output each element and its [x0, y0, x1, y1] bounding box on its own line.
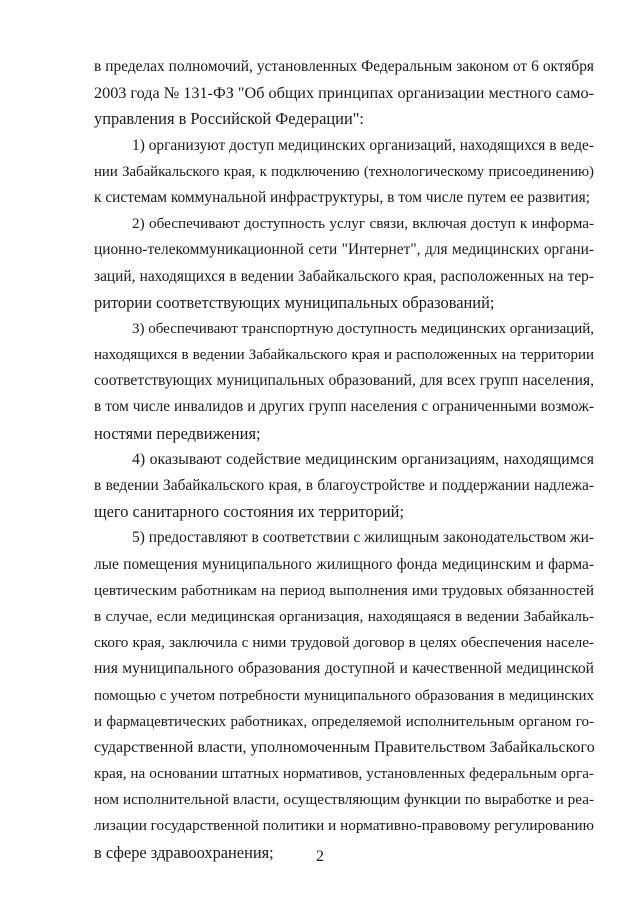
text-line: и фармацевтических работниках, определяемой исполнительным органом го-: [94, 713, 594, 730]
text-line: в ведении Забайкальского края, в благоустройстве и поддержании надлежа-: [94, 477, 594, 494]
text-line: сударственной власти, уполномоченным Правительством Забайкальского: [94, 738, 595, 756]
text-line: нии Забайкальского края, к подключению (технологическому присоединению): [94, 163, 594, 180]
text-line: 2003 года № 131-ФЗ "Об общих принципах организации местного само-: [94, 84, 594, 103]
text-line: ционно-телекоммуникационной сети "Интернет", для медицинских органи-: [94, 241, 594, 259]
text-line: цевтическим работникам на период выполнения ими трудовых обязанностей: [94, 581, 594, 599]
text-line: 4) оказывают содействие медицинским организациям, находящимся: [132, 450, 594, 468]
text-line: ном исполнительной власти, осуществляющим функции по выработке и реа-: [94, 791, 594, 809]
text-line: ского края, заключила с ними трудовой договор в целях обеспечения населе-: [94, 634, 594, 652]
text-line: лизации государственной политики и нормативно-правовому регулированию: [94, 817, 594, 835]
text-line: ритории соответствующих муниципальных образований;: [94, 292, 495, 312]
text-line: края, на основании штатных нормативов, установленных федеральным орга-: [94, 765, 594, 783]
text-line: помощью с учетом потребности муниципального образования в медицинских: [94, 687, 594, 704]
text-line: 2) обеспечивают доступность услуг связи, включая доступ к информа-: [132, 215, 594, 233]
text-line: ния муниципального образования доступной и качественной медицинской: [94, 660, 594, 678]
text-line: лые помещения муниципального жилищного фонда медицинским и фарма-: [94, 555, 594, 573]
text-line: 5) предоставляют в соответствии с жилищным законодательством жи-: [132, 529, 594, 547]
text-line: ностями передвижения;: [94, 423, 261, 443]
page-number: 2: [316, 848, 324, 865]
document-body: [94, 54, 594, 866]
text-line: в случае, если медицинская организация, находящаяся в ведении Забайкаль-: [94, 607, 594, 625]
text-line: 1) организуют доступ медицинских организаций, находящихся в веде-: [132, 136, 594, 154]
text-line: в пределах полномочий, установленных Федеральным законом от 6 октября: [94, 58, 594, 75]
text-line: управления в Российской Федерации":: [94, 109, 364, 129]
text-line: 3) обеспечивают транспортную доступность медицинских организаций,: [132, 320, 595, 337]
text-line: находящихся в ведении Забайкальского края и расположенных на территории: [94, 347, 594, 364]
text-line: соответствующих муниципальных образований, для всех групп населения,: [94, 372, 594, 390]
text-line: щего санитарного состояния их территорий;: [94, 502, 405, 522]
text-line: к системам коммунальной инфраструктуры, в том числе путем ее развития;: [94, 188, 590, 206]
text-line: в том числе инвалидов и других групп населения с ограниченными возмож-: [94, 398, 594, 416]
text-line: заций, находящихся в ведении Забайкальского края, расположенных на тер-: [94, 267, 594, 285]
text-line: в сфере здравоохранения;: [94, 842, 274, 862]
